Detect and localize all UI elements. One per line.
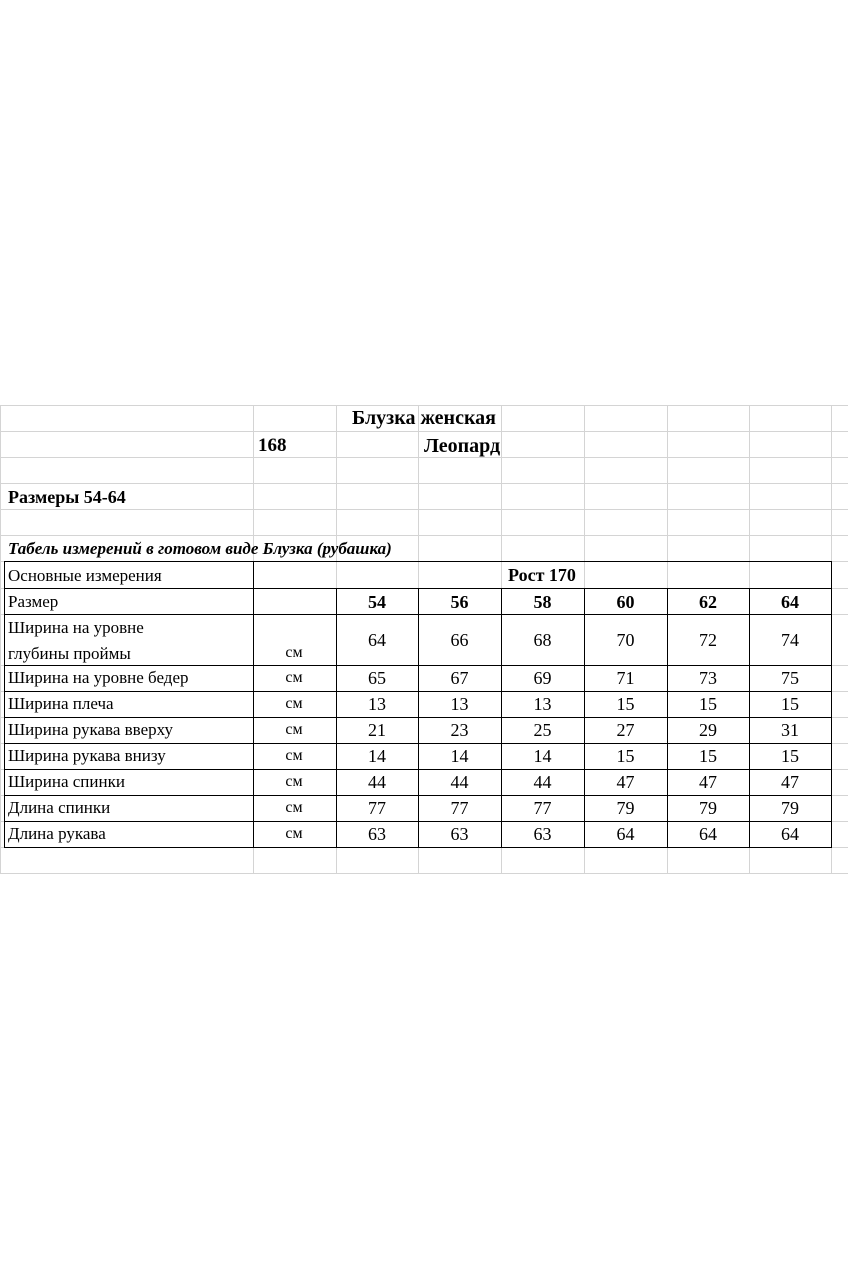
unit-label: см bbox=[285, 644, 303, 661]
measurement-value: 63 bbox=[450, 824, 469, 844]
border-vertical bbox=[501, 588, 502, 848]
measurement-value: 71 bbox=[616, 668, 635, 688]
gridline-horizontal bbox=[0, 509, 848, 510]
measurement-value: 70 bbox=[616, 630, 635, 650]
border-horizontal bbox=[4, 561, 832, 562]
unit-label: см bbox=[285, 669, 303, 686]
measurement-value: 44 bbox=[368, 772, 386, 792]
border-vertical bbox=[4, 561, 5, 848]
border-vertical bbox=[831, 561, 832, 848]
measurement-value: 21 bbox=[368, 720, 386, 740]
gridline-horizontal bbox=[0, 535, 848, 536]
size-header: 60 bbox=[616, 592, 635, 612]
measurement-value: 63 bbox=[533, 824, 552, 844]
measurement-value: 79 bbox=[699, 798, 717, 818]
measurement-value: 15 bbox=[699, 694, 717, 714]
border-vertical bbox=[253, 561, 254, 848]
measurement-value: 15 bbox=[616, 746, 635, 766]
measurement-value: 64 bbox=[699, 824, 717, 844]
sizes-range: Размеры 54-64 bbox=[8, 487, 126, 507]
measurement-value: 23 bbox=[450, 720, 469, 740]
gridline-horizontal bbox=[0, 483, 848, 484]
unit-label: см bbox=[285, 799, 303, 816]
measurement-value: 14 bbox=[533, 746, 552, 766]
measurement-value: 77 bbox=[450, 798, 469, 818]
border-vertical bbox=[749, 588, 750, 848]
document-title: Блузка женская bbox=[352, 407, 496, 429]
measurement-value: 64 bbox=[781, 824, 799, 844]
measurement-value: 27 bbox=[616, 720, 635, 740]
measurement-value: 79 bbox=[616, 798, 635, 818]
measurement-value: 29 bbox=[699, 720, 717, 740]
article-number: 168 bbox=[258, 435, 287, 456]
measurement-value: 15 bbox=[699, 746, 717, 766]
row-label: глубины проймы bbox=[8, 644, 131, 663]
measurement-value: 15 bbox=[781, 694, 799, 714]
row-label: Ширина на уровне бедер bbox=[8, 668, 189, 687]
measurement-value: 74 bbox=[781, 630, 799, 650]
height-label: Рост 170 bbox=[508, 565, 576, 585]
unit-label: см bbox=[285, 721, 303, 738]
size-header: 62 bbox=[699, 592, 717, 612]
row-label: Ширина рукава вверху bbox=[8, 720, 174, 739]
color-name: Леопард bbox=[424, 435, 501, 457]
row-label: Длина рукава bbox=[8, 824, 106, 843]
measurement-value: 13 bbox=[450, 694, 469, 714]
border-vertical bbox=[667, 588, 668, 848]
measurement-value: 72 bbox=[699, 630, 717, 650]
unit-label: см bbox=[285, 773, 303, 790]
row-label: Ширина рукава внизу bbox=[8, 746, 166, 765]
size-header: 64 bbox=[781, 592, 799, 612]
measurement-value: 15 bbox=[781, 746, 799, 766]
row-label: Ширина плеча bbox=[8, 694, 114, 713]
measurement-value: 65 bbox=[368, 668, 386, 688]
measurement-value: 68 bbox=[533, 630, 552, 650]
row-label: Длина спинки bbox=[8, 798, 111, 817]
measurement-value: 44 bbox=[533, 772, 552, 792]
measurement-value: 47 bbox=[781, 772, 799, 792]
gridline-horizontal bbox=[0, 431, 848, 432]
measurement-value: 64 bbox=[616, 824, 635, 844]
measurement-value: 69 bbox=[533, 668, 552, 688]
gridline-horizontal bbox=[0, 457, 848, 458]
measurement-value: 13 bbox=[368, 694, 386, 714]
measurement-value: 14 bbox=[368, 746, 386, 766]
border-vertical bbox=[336, 588, 337, 848]
measurement-value: 66 bbox=[450, 630, 469, 650]
unit-label: см bbox=[285, 747, 303, 764]
border-vertical bbox=[418, 588, 419, 848]
row-label: Ширина на уровне bbox=[8, 618, 144, 637]
gridline-horizontal bbox=[0, 405, 848, 406]
measurement-value: 47 bbox=[616, 772, 635, 792]
measurement-value: 77 bbox=[533, 798, 552, 818]
measurement-value: 47 bbox=[699, 772, 717, 792]
measurement-value: 15 bbox=[616, 694, 635, 714]
gridline-horizontal bbox=[0, 873, 848, 874]
size-header: 58 bbox=[533, 592, 552, 612]
measurement-value: 73 bbox=[699, 668, 717, 688]
measurement-value: 63 bbox=[368, 824, 386, 844]
main-measurements-label: Основные измерения bbox=[8, 566, 162, 585]
measurement-value: 67 bbox=[450, 668, 469, 688]
table-caption: Табель измерений в готовом виде Блузка (рубашка) bbox=[8, 539, 392, 558]
measurement-value: 14 bbox=[450, 746, 469, 766]
measurement-value: 64 bbox=[368, 630, 386, 650]
size-header: 54 bbox=[368, 592, 386, 612]
measurement-value: 75 bbox=[781, 668, 799, 688]
border-vertical bbox=[584, 588, 585, 848]
gridline-vertical bbox=[0, 405, 1, 873]
unit-label: см bbox=[285, 695, 303, 712]
unit-label: см bbox=[285, 825, 303, 842]
size-label: Размер bbox=[8, 592, 59, 611]
measurement-value: 13 bbox=[533, 694, 552, 714]
row-label: Ширина спинки bbox=[8, 772, 125, 791]
size-header: 56 bbox=[450, 592, 469, 612]
measurement-value: 44 bbox=[450, 772, 469, 792]
measurement-value: 77 bbox=[368, 798, 386, 818]
measurement-value: 25 bbox=[533, 720, 552, 740]
measurement-value: 79 bbox=[781, 798, 799, 818]
measurement-value: 31 bbox=[781, 720, 799, 740]
